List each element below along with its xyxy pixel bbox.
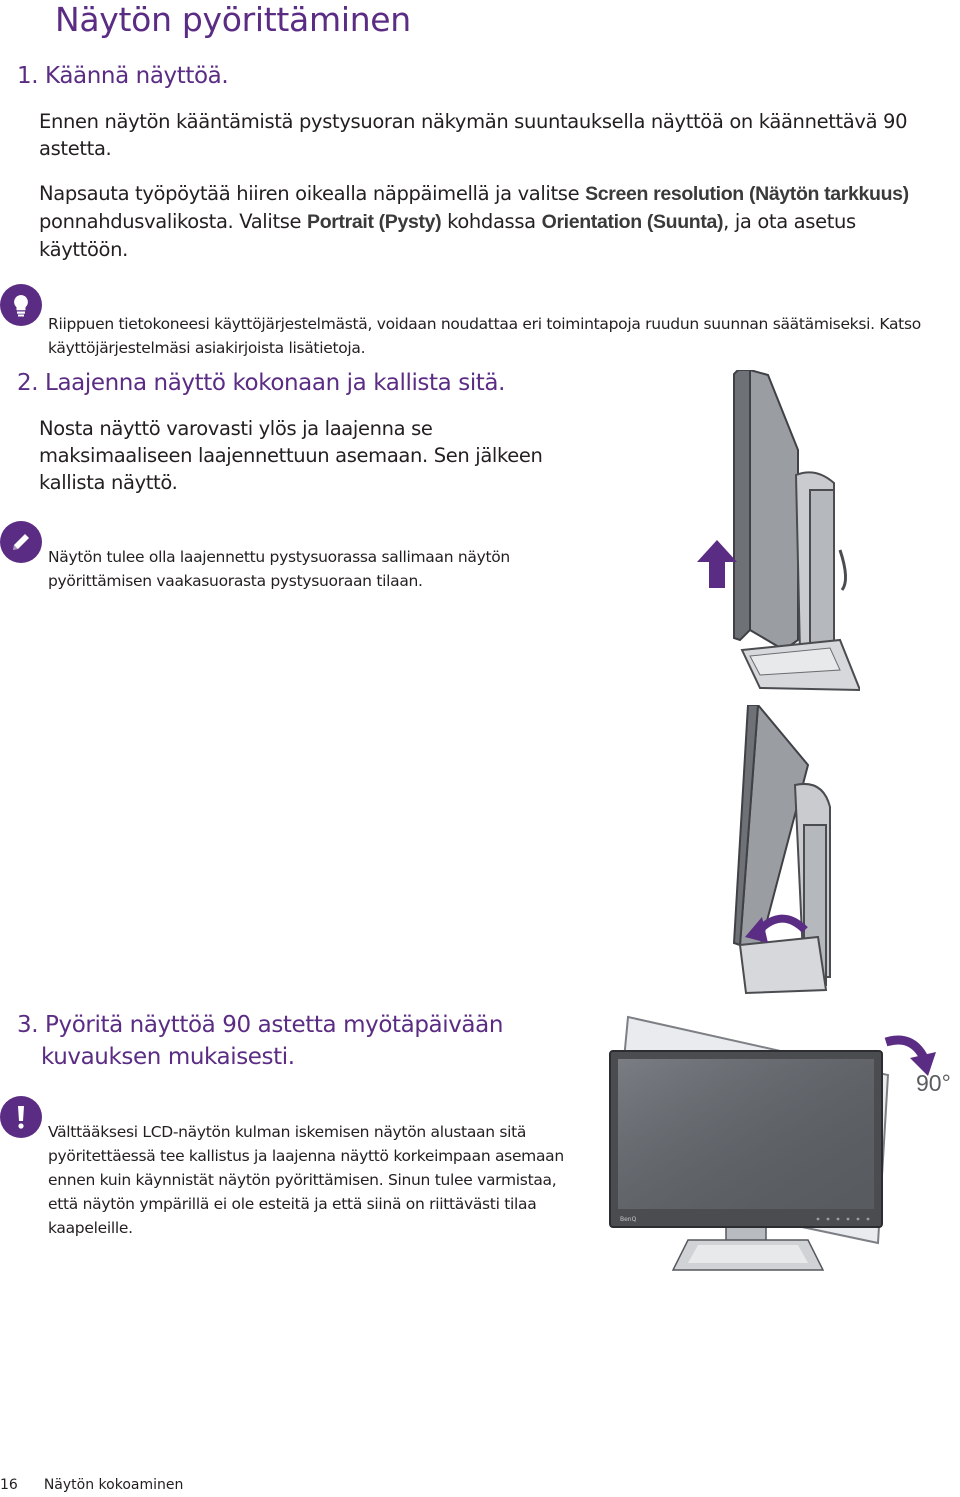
step2-paragraph: Nosta näyttö varovasti ylös ja laajenna se maksimaaliseen laajennettuun asemaan. Sen jälkeen kallista näyttö.: [39, 417, 543, 494]
up-arrow-icon: [697, 540, 737, 588]
step1-paragraph-1: Ennen näytön kääntämistä pystysuoran näkymän suuntauksella näyttöä on käännettävä 90 astetta.: [39, 110, 908, 160]
cable-clip: [840, 550, 846, 590]
page-title: Näytön pyörittäminen: [55, 0, 411, 39]
exclamation-icon: [0, 1096, 42, 1138]
bold-orientation: Orientation (Suunta): [541, 211, 724, 233]
step1-paragraph-2: [39, 180, 944, 263]
step3-heading-line2: kuvauksen mukaisesti.: [41, 1044, 295, 1070]
step1-heading: 1. Käännä näyttöä.: [17, 63, 229, 89]
warning-text: Välttääksesi LCD-näytön kulman iskemisen näytön alustaan sitä pyöritettäessä tee kallistus ja laajenna näyttö korkeimpaan asemaan ennen kuin käynnistät näytön pyörittämisen. Sinun tulee varmistaa, että näytön ympärillä ei ole esteitä ja että siinä on riittävästi tilaa kaapeleille.: [48, 1123, 564, 1237]
text-run: kohdassa: [441, 210, 542, 233]
page-footer: [0, 1477, 183, 1493]
page-number: 16: [0, 1477, 18, 1493]
monitor-raised-illustration: [690, 370, 860, 700]
stand-base-tilted: [740, 937, 826, 993]
monitor-tilted-illustration: [700, 705, 850, 1000]
tip-text: Riippuen tietokoneesi käyttöjärjestelmästä, voidaan noudattaa eri toimintapoja ruudun suunnan säätämiseksi. Katso käyttöjärjestelmäsi asiakirjoista lisätietoja.: [48, 315, 921, 357]
bold-screen-resolution: Screen resolution (Näytön tarkkuus): [585, 183, 909, 205]
footer-section: Näytön kokoaminen: [43, 1477, 184, 1493]
rotation-degree-label: 90°: [916, 1070, 951, 1096]
bold-portrait: Portrait (Pysty): [307, 211, 442, 233]
text-run: ponnahdusvalikosta. Valitse: [39, 210, 308, 233]
text-run: , ja ota asetus käyttöön.: [39, 210, 856, 261]
stand-column: [810, 490, 834, 660]
step3-heading-line1: 3. Pyöritä näyttöä 90 astetta myötäpäivään: [17, 1012, 503, 1038]
note-text: Näytön tulee olla laajennettu pystysuorassa sallimaan näytön pyörittämisen vaakasuorasta pystysuoraan tilaan.: [48, 548, 510, 590]
brand-label: BenQ: [620, 1216, 637, 1223]
monitor-bezel: [734, 370, 750, 640]
monitor-rotation-illustration: [598, 1015, 898, 1280]
text-run: Napsauta työpöytää hiiren oikealla näppäimellä ja valitse: [39, 182, 586, 205]
stand-base-front-top: [688, 1245, 808, 1263]
step2-heading: 2. Laajenna näyttö kokonaan ja kallista sitä.: [17, 370, 506, 396]
monitor-panel-side: [750, 370, 798, 650]
monitor-screen-glare: [618, 1059, 874, 1209]
lightbulb-icon: [0, 284, 42, 326]
pencil-icon: [0, 521, 42, 563]
